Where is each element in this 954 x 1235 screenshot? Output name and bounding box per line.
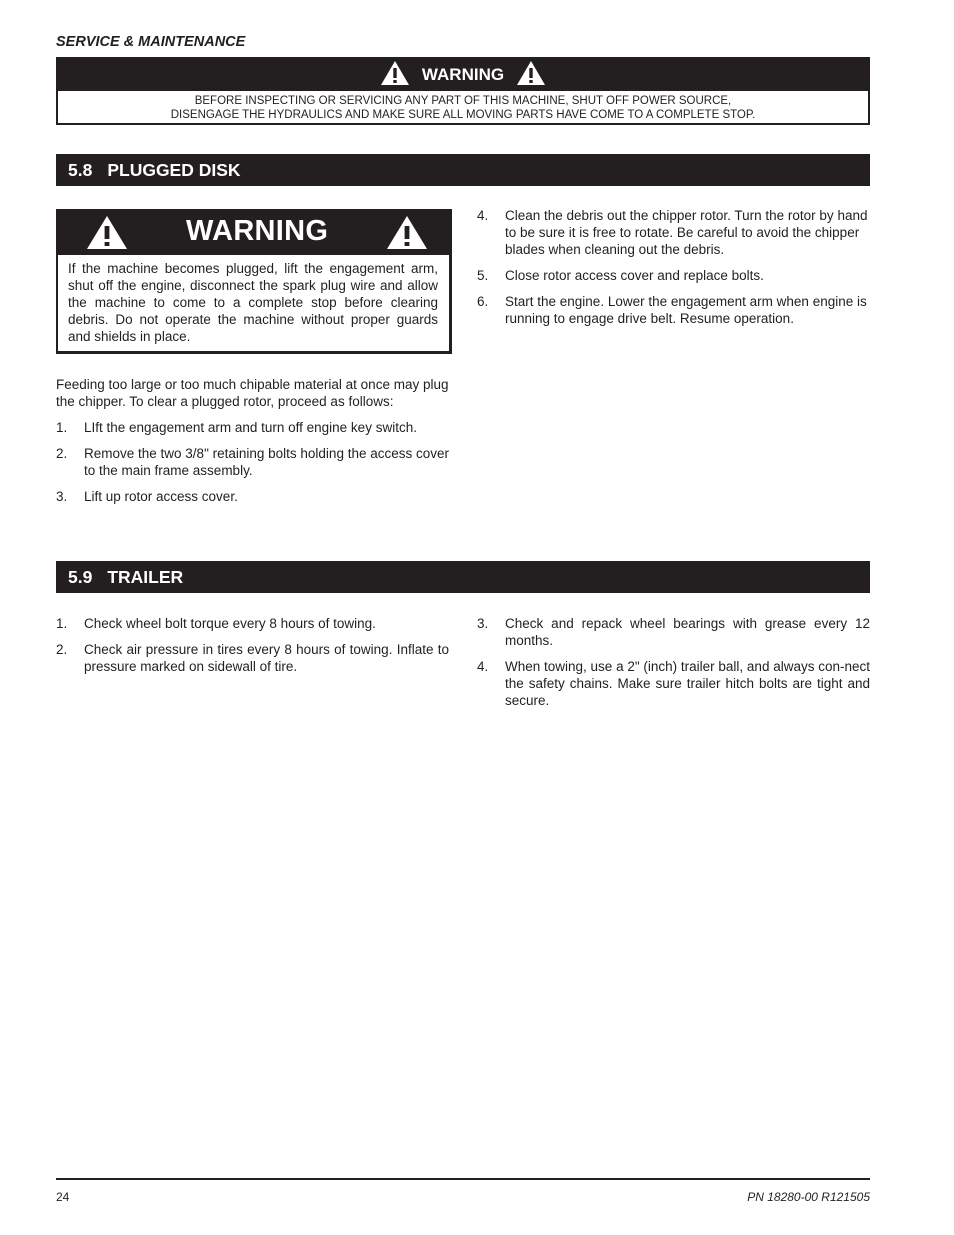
part-number: PN 18280-00 R121505 bbox=[747, 1190, 870, 1204]
section-heading-plugged-disk bbox=[56, 154, 870, 186]
list-item bbox=[477, 615, 870, 649]
list-item-number: 2. bbox=[56, 446, 68, 461]
list-item-number: 3. bbox=[477, 616, 489, 631]
list-item-text: Check air pressure in tires every 8 hours of towing. Inflate to pressure marked on sidewall of tire. bbox=[84, 642, 449, 674]
running-header-title: SERVICE & MAINTENANCE bbox=[56, 34, 246, 50]
section-heading-trailer bbox=[56, 561, 870, 593]
list-item-text: Check wheel bolt torque every 8 hours of towing. bbox=[84, 616, 376, 631]
list-item-number: 5. bbox=[477, 268, 489, 283]
plugged-disk-warning-text: If the machine becomes plugged, lift the engagement arm, shut off the engine, disconnect the spark plug wire and allow the machine to come to a complete stop before clearing debris. Do not operate the machine without proper guards and shields in place. bbox=[68, 261, 438, 344]
warning-triangle-icon bbox=[516, 60, 546, 91]
plugged-disk-warning-label: WARNING bbox=[186, 215, 329, 247]
list-item bbox=[477, 267, 870, 284]
list-item-number: 6. bbox=[477, 294, 489, 309]
list-item-number: 1. bbox=[56, 420, 68, 435]
plugged-disk-warning-bar bbox=[58, 211, 449, 255]
list-item bbox=[56, 488, 452, 505]
list-item bbox=[477, 658, 870, 709]
page-number: 24 bbox=[56, 1190, 70, 1204]
list-item-text: Check and repack wheel bearings with grease every 12 months. bbox=[505, 616, 870, 648]
list-item bbox=[56, 615, 449, 632]
general-warning-line: BEFORE INSPECTING OR SERVICING ANY PART OF THIS MACHINE, SHUT OFF POWER SOURCE, bbox=[194, 95, 732, 107]
warning-triangle-icon bbox=[380, 60, 410, 91]
plugged-disk-warning-box bbox=[56, 209, 452, 354]
list-item bbox=[477, 207, 870, 258]
list-item bbox=[56, 419, 452, 436]
list-item-text: Start the engine. Lower the engagement arm when engine is running to engage drive belt. Resume operation. bbox=[505, 294, 867, 326]
list-item-text: Close rotor access cover and replace bolts. bbox=[505, 268, 764, 283]
section-number: 5.9 bbox=[68, 566, 93, 587]
list-item-text: When towing, use a 2" (inch) trailer ball, and always con-nect the safety chains. Make sure trailer hitch bolts are tight and secure. bbox=[505, 659, 870, 708]
list-item-text: Lift up rotor access cover. bbox=[84, 489, 238, 504]
list-item-text: Remove the two 3/8" retaining bolts holding the access cover to the main frame assembly. bbox=[84, 446, 449, 478]
list-item bbox=[56, 641, 449, 675]
list-item-number: 4. bbox=[477, 208, 489, 223]
list-item-number: 2. bbox=[56, 642, 68, 657]
general-warning-box bbox=[56, 57, 870, 125]
section-number: 5.8 bbox=[68, 159, 93, 180]
section-title: PLUGGED DISK bbox=[107, 159, 241, 180]
list-item-text: LIft the engagement arm and turn off engine key switch. bbox=[84, 420, 417, 435]
warning-triangle-icon bbox=[86, 215, 128, 255]
list-item-number: 3. bbox=[56, 489, 68, 504]
footer-rule bbox=[56, 1178, 870, 1180]
list-item-text: Clean the debris out the chipper rotor. Turn the rotor by hand to be sure it is free to rotate. Be careful to avoid the chipper blades when cleaning out the debris. bbox=[505, 208, 868, 257]
list-item bbox=[56, 445, 452, 479]
general-warning-label: WARNING bbox=[421, 65, 505, 84]
general-warning-text bbox=[58, 91, 868, 122]
plugged-disk-intro: Feeding too large or too much chipable material at once may plug the chipper. To clear a plugged rotor, proceed as follows: bbox=[56, 377, 449, 409]
list-item-number: 4. bbox=[477, 659, 489, 674]
list-item bbox=[477, 293, 870, 327]
section-title: TRAILER bbox=[107, 566, 184, 587]
list-item-number: 1. bbox=[56, 616, 68, 631]
general-warning-line: DISENGAGE THE HYDRAULICS AND MAKE SURE ALL MOVING PARTS HAVE COME TO A COMPLETE STOP. bbox=[170, 109, 756, 121]
warning-triangle-icon bbox=[386, 215, 428, 255]
general-warning-bar bbox=[58, 59, 868, 91]
